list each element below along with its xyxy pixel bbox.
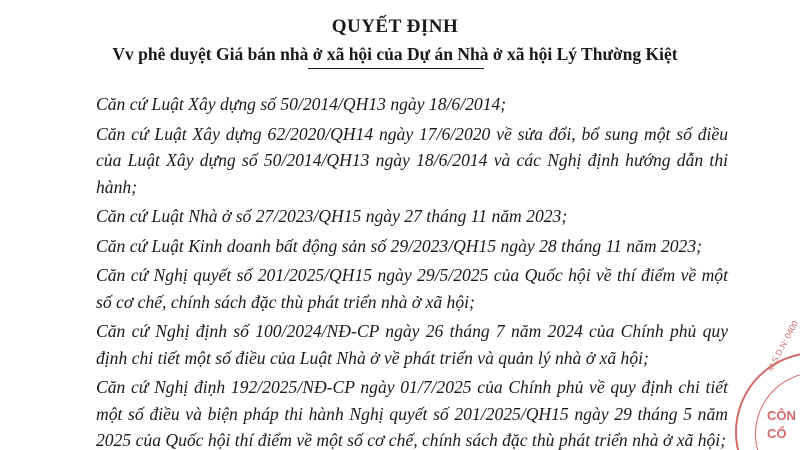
subtitle-underline [308, 68, 484, 69]
legal-basis-paragraph: Căn cứ Luật Kinh doanh bất động sản số 29/2023/QH15 ngày 28 tháng 11 năm 2023; [96, 235, 702, 256]
legal-basis-paragraph: Căn cứ Nghị định số 100/2024/NĐ-CP ngày 26 tháng 7 năm 2024 của Chính phủ quy định chi tiết một số điều của Luật Nhà ở về phát triển và quản lý nhà ở xã hội; [96, 321, 728, 368]
legal-basis-paragraph: Căn cứ Nghị quyết số 201/2025/QH15 ngày 29/5/2025 của Quốc hội về thí điểm về một số cơ chế, chính sách đặc thù phát triển nhà ở xã hội; [96, 265, 728, 312]
seal-text-line-2: CỔ [767, 426, 787, 441]
legal-basis-paragraph: Căn cứ Nghị điṇh 192/2025/NĐ-CP ngày 01/7/2025 của Chính phủ về quy định chi tiết một số điều và biện pháp thi hành Nghị quyết số 201/2025/QH15 ngày 29 tháng 5 năm 2025 của Quốc hội thí điểm về một số cơ chế, chính sách đặc thù phát triển nhà ở xã hội; [96, 377, 728, 450]
document-body [96, 91, 728, 450]
seal-text-line-1: CÔN [767, 408, 796, 423]
legal-basis-paragraph: Căn cứ Luật Xây dựng 62/2020/QH14 ngày 17/6/2020 về sửa đổi, bổ sung một số điều của Luật Xây dựng số 50/2014/QH13 ngày 18/6/2014 và các Nghị định hướng dẫn thi hành; [96, 123, 728, 197]
document-subtitle: Vv phê duyệt Giá bán nhà ở xã hội của Dự án Nhà ở xã hội Lý Thường Kiệt [112, 44, 678, 64]
document-title: QUYẾT ĐỊNH [331, 16, 459, 37]
seal-registration-code: M.S.D.N: 0400 [765, 318, 800, 373]
legal-basis-paragraph: Căn cứ Luật Xây dựng số 50/2014/QH13 ngày 18/6/2014; [96, 94, 507, 114]
legal-basis-paragraph: Căn cứ Luật Nhà ở số 27/2023/QH15 ngày 27 tháng 11 năm 2023; [96, 206, 568, 226]
company-seal-stamp [735, 318, 800, 450]
